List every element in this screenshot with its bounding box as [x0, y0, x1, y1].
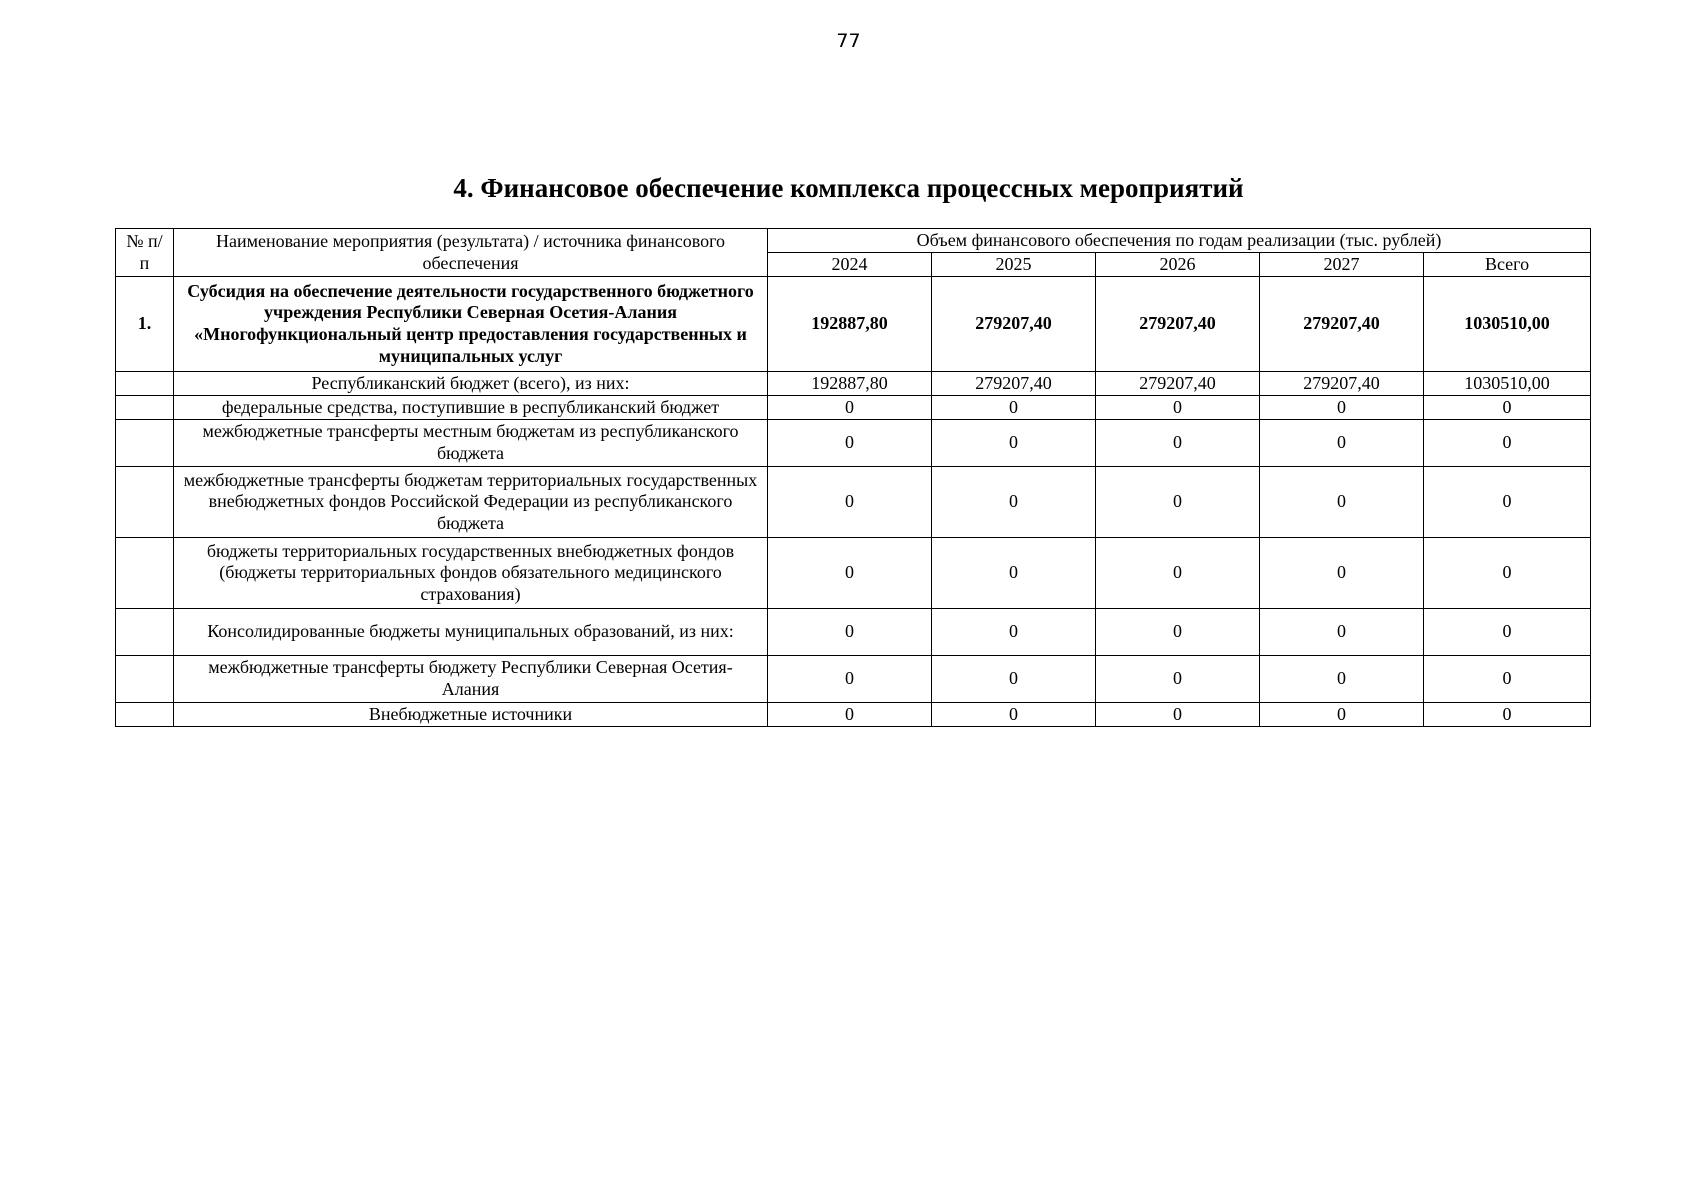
header-row-1: [116, 229, 1591, 253]
row-value: 192887,80: [768, 372, 932, 396]
row-value: 0: [1260, 703, 1424, 727]
table-row: [116, 609, 1591, 656]
financing-table: [115, 228, 1591, 727]
row-name: федеральные средства, поступившие в республиканский бюджет: [174, 396, 768, 420]
row-value: 0: [1096, 467, 1260, 538]
row-num: [116, 372, 174, 396]
section-title: 4. Финансовое обеспечение комплекса процессных мероприятий: [453, 173, 1244, 203]
row-value: 279207,40: [1260, 277, 1424, 372]
header-name: Наименование мероприятия (результата) / источника финансового обеспечения: [174, 229, 768, 277]
row-value: 0: [1424, 703, 1591, 727]
table-row: [116, 703, 1591, 727]
row-value: 279207,40: [932, 277, 1096, 372]
row-value: 0: [1096, 538, 1260, 609]
row-name: бюджеты территориальных государственных внебюджетных фондов (бюджеты территориальных фондов обязательного медицинского страхования): [174, 538, 768, 609]
row-name: Республиканский бюджет (всего), из них:: [174, 372, 768, 396]
row-value: 0: [1260, 420, 1424, 467]
row-num: 1.: [116, 277, 174, 372]
header-total: Всего: [1424, 253, 1591, 277]
row-value: 0: [768, 703, 932, 727]
header-num: № п/п: [116, 229, 174, 277]
header-year: 2027: [1260, 253, 1424, 277]
row-value: 279207,40: [1096, 372, 1260, 396]
row-num: [116, 538, 174, 609]
table-row: [116, 420, 1591, 467]
row-value: 0: [932, 538, 1096, 609]
table-row: [116, 656, 1591, 703]
row-num: [116, 609, 174, 656]
row-value: 0: [768, 467, 932, 538]
header-volume: Объем финансового обеспечения по годам реализации (тыс. рублей): [768, 229, 1591, 253]
page-number: 77: [836, 30, 861, 52]
row-value: 0: [1260, 656, 1424, 703]
row-num: [116, 467, 174, 538]
row-value: 279207,40: [932, 372, 1096, 396]
row-value: 0: [768, 396, 932, 420]
row-num: [116, 703, 174, 727]
row-value: 0: [1096, 420, 1260, 467]
row-value: 0: [768, 420, 932, 467]
row-value: 0: [932, 467, 1096, 538]
row-value: 0: [1260, 396, 1424, 420]
row-value: 0: [932, 420, 1096, 467]
row-value: 0: [1096, 396, 1260, 420]
row-num: [116, 396, 174, 420]
row-value: 279207,40: [1096, 277, 1260, 372]
row-name: межбюджетные трансферты бюджету Республики Северная Осетия-Алания: [174, 656, 768, 703]
row-value: 279207,40: [1260, 372, 1424, 396]
row-name: межбюджетные трансферты местным бюджетам из республиканского бюджета: [174, 420, 768, 467]
row-value: 192887,80: [768, 277, 932, 372]
header-year: 2026: [1096, 253, 1260, 277]
row-value: 0: [932, 656, 1096, 703]
row-value: 0: [932, 609, 1096, 656]
row-value: 0: [1424, 656, 1591, 703]
row-value: 0: [1096, 703, 1260, 727]
row-value: 0: [768, 656, 932, 703]
row-value: 0: [1424, 396, 1591, 420]
header-year: 2024: [768, 253, 932, 277]
row-name: Консолидированные бюджеты муниципальных образований, из них:: [174, 609, 768, 656]
row-value: 0: [1260, 538, 1424, 609]
row-value: 0: [1260, 609, 1424, 656]
table-row: [116, 396, 1591, 420]
row-value: 0: [932, 703, 1096, 727]
row-value: 0: [932, 396, 1096, 420]
row-value: 0: [1424, 420, 1591, 467]
row-name: межбюджетные трансферты бюджетам территориальных государственных внебюджетных фондов Российской Федерации из республиканского бюджета: [174, 467, 768, 538]
table-row: [116, 372, 1591, 396]
row-value: 0: [1424, 538, 1591, 609]
row-name: Субсидия на обеспечение деятельности государственного бюджетного учреждения Республики Северная Осетия-Алания «Многофункциональный центр предоставления государственных и муниципальных услуг: [174, 277, 768, 372]
row-value: 0: [768, 609, 932, 656]
row-value: 0: [768, 538, 932, 609]
row-value: 1030510,00: [1424, 277, 1591, 372]
row-value: 0: [1424, 609, 1591, 656]
row-value: 0: [1096, 656, 1260, 703]
row-value: 0: [1424, 467, 1591, 538]
row-name: Внебюджетные источники: [174, 703, 768, 727]
row-value: 0: [1260, 467, 1424, 538]
row-value: 0: [1096, 609, 1260, 656]
row-num: [116, 420, 174, 467]
row-num: [116, 656, 174, 703]
table-row: [116, 538, 1591, 609]
header-year: 2025: [932, 253, 1096, 277]
row-value: 1030510,00: [1424, 372, 1591, 396]
table-row: [116, 467, 1591, 538]
table-row: [116, 277, 1591, 372]
